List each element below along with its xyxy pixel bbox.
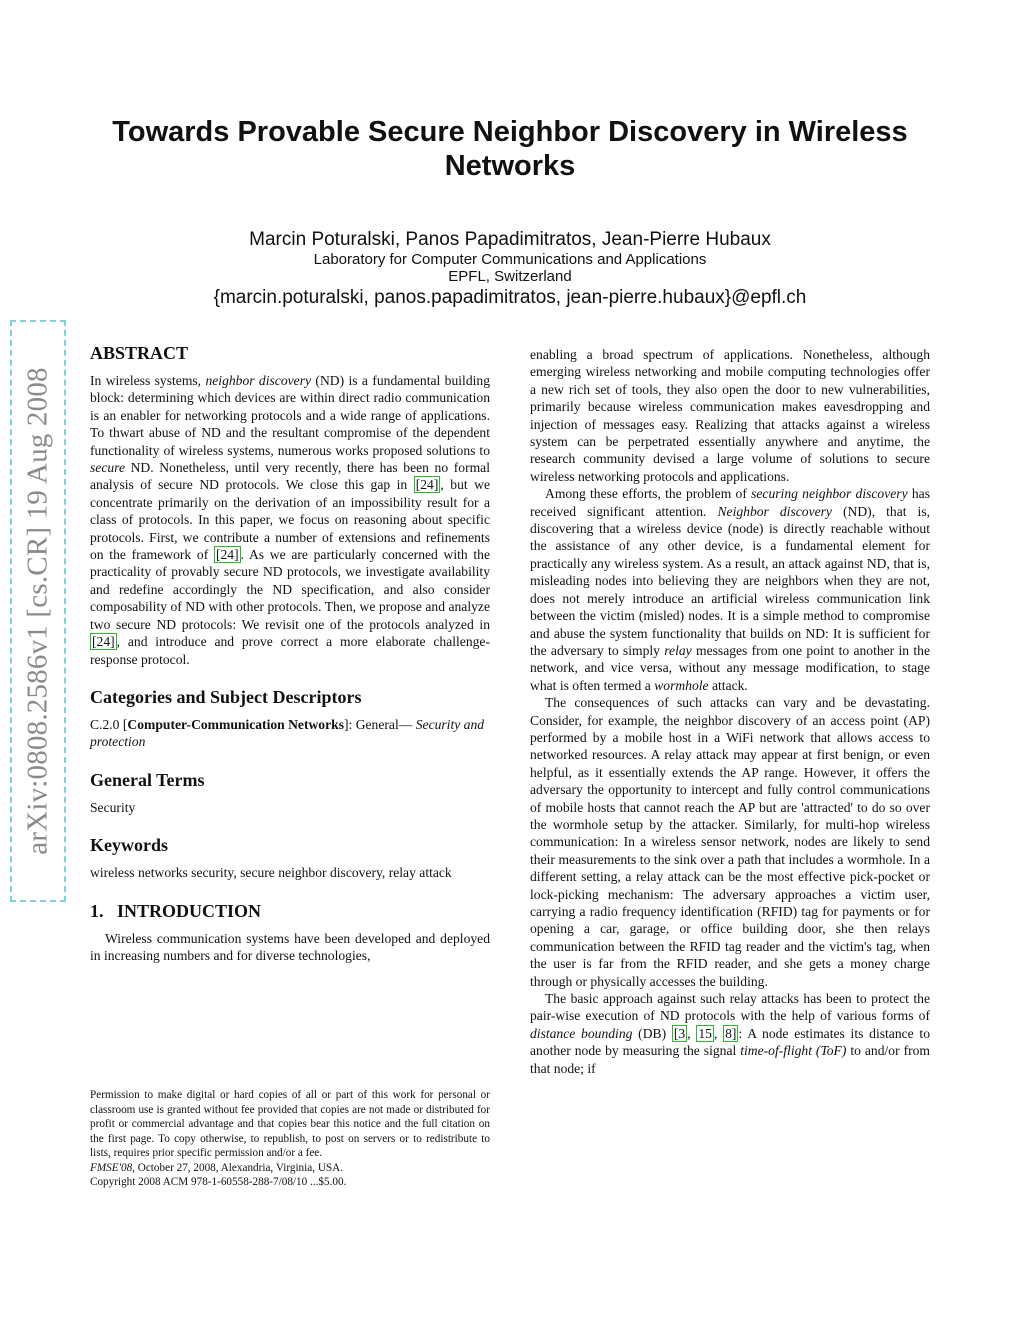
general-terms-text: Security: [90, 799, 136, 815]
permission-footnote: [90, 1088, 490, 1190]
author-institution: EPFL, Switzerland: [448, 268, 572, 285]
paper-title: Towards Provable Secure Neighbor Discovery in Wireless Networks: [112, 116, 908, 182]
venue-text: FMSE'08, October 27, 2008, Alexandria, Virginia, USA.: [90, 1161, 343, 1174]
citation-link[interactable]: [24]: [215, 547, 239, 563]
arxiv-stamp: [10, 320, 66, 902]
introduction-heading: 1. INTRODUCTION: [90, 900, 262, 921]
citation-link[interactable]: [24]: [415, 477, 439, 493]
citation-link[interactable]: [24]: [92, 634, 115, 650]
body-paragraph: The consequences of such attacks can vary and be devastating. Consider, for example, the neighbor discovery of an access point (AP) performed by a mobile host in a WiFi network that allows access to networked resources. A relay attack may appear at first benign, or even helpful, as it essentially extends the AP range. However, it offers the adversary the opportunity to intercept and fully control communications of mobile hosts that cannot reach the AP but are 'attracted' to do so over the wormhole setup by the attacker. Similarly, for multi-hop wireless communication: In a wireless sensor network, nodes are likely to send their measurements to the sink over a path that includes a wormhole. In a different setting, a relay attack can be the most effective pick-pocket or lock-picking mechanism: The adversary approaches a victim user, carrying a radio frequency identification (RFID) tag for payments or for opening a car, garage, or office building door, she then relays communication between the RFID tag reader and the victim's tag, when the user is far from the RFID reader, and she gets a money charge through or physically accesses the building.: [530, 695, 930, 989]
citation-link[interactable]: [3: [673, 1025, 686, 1041]
abstract-heading: ABSTRACT: [90, 343, 189, 363]
left-column: [90, 342, 490, 964]
right-column: [530, 346, 930, 1077]
keywords-heading: Keywords: [90, 835, 168, 856]
body-paragraph: enabling a broad spectrum of applications. Nonetheless, although emerging wireless networking and mobile computing technologies offer a new rich set of tools, they also open the door to new vulnerabilities, primarily because wireless communication makes eavesdropping and injection of messages easy. Realizing that attacks against a wireless system can be perpetrated essentially anywhere and anytime, the research community devised a large volume of solutions to secure wireless networking protocols and applications.: [530, 347, 930, 484]
categories-text: C.2.0 [Computer-Communication Networks]: General— Security and protection: [90, 716, 485, 750]
keywords-text: wireless networks security, secure neighbor discovery, relay attack: [90, 865, 452, 881]
citation-link[interactable]: 8]: [725, 1025, 737, 1041]
general-terms-heading: General Terms: [90, 769, 205, 790]
author-names: Marcin Poturalski, Panos Papadimitratos, Jean-Pierre Hubaux: [249, 229, 771, 250]
permission-text: Permission to make digital or hard copies of all or part of this work for personal or classroom use is granted without fee provided that copies are not made or distributed for profit or commercial advantage and that copies bear this notice and the full citation on the first page. To copy otherwise, to republish, to post on servers or to redistribute to lists, requires prior specific permission and/or a fee.: [90, 1089, 490, 1159]
author-block: [90, 228, 930, 310]
copyright-text: Copyright 2008 ACM 978-1-60558-288-7/08/10 ...$5.00.: [90, 1176, 347, 1188]
author-email: {marcin.poturalski, panos.papadimitratos, jean-pierre.hubaux}@epfl.ch: [213, 287, 807, 308]
body-paragraph: The basic approach against such relay attacks has been to protect the pair-wise execution of ND protocols with the help of various forms of distance bounding (DB) [3 , 15 , 8] : A node estimates its distance to another node by measuring the signal time-of-flight (ToF) to and/or from that node; if: [530, 991, 931, 1076]
arxiv-stamp-text: arXiv:0808.2586v1 [cs.CR] 19 Aug 2008: [21, 367, 54, 855]
citation-link[interactable]: 15: [698, 1025, 712, 1041]
introduction-text: Wireless communication systems have been developed and deployed in increasing numbers and for diverse technologies,: [90, 930, 490, 963]
author-lab: Laboratory for Computer Communications and Applications: [313, 251, 707, 268]
abstract-text: In wireless systems, neighbor discovery (ND) is a fundamental building block: determining which devices are within direct radio communication is an enabler for networking protocols and a wide range of applications. To thwart abuse of ND and the resultant compromise of the dependent functionality of wireless systems, numerous works proposed solutions to secure ND. Nonetheless, until very recently, there has been no formal analysis of secure ND protocols. We close this gap in [24] , but we concentrate primarily on the derivation of an impossibility result for a class of protocols. In this paper, we focus on reasoning about specific protocols. First, we contribute a number of extensions and refinements on the framework of [24] . As we are particularly concerned with the practicality of provably secure ND protocols, we investigate availability and redefine accordingly the ND specification, and also consider composability of ND with other protocols. Then, we propose and analyze two secure ND protocols: We revisit one of the protocols analyzed in [24] , and introduce and prove correct a more elaborate challenge-response protocol.: [90, 373, 491, 667]
body-paragraph: Among these efforts, the problem of securing neighbor discovery has received significant attention. Neighbor discovery (ND), that is, discovering that a wireless device (node) is directly reachable without the assistance of any other device, is a fundamental element for practically any wireless system. As a result, an attack against ND, that is, misleading nodes into believing they are neighbors when they are not, does not merely introduce an artificial wireless communication link between the victim (misled) nodes. It is a simple method to compromise and abuse the system functionality that builds on ND: It is sufficient for the adversary to simply relay messages from one point to another in the network, and vice versa, without any message modification, to stage what is often termed a wormhole attack.: [530, 486, 931, 693]
categories-heading: Categories and Subject Descriptors: [90, 686, 362, 707]
